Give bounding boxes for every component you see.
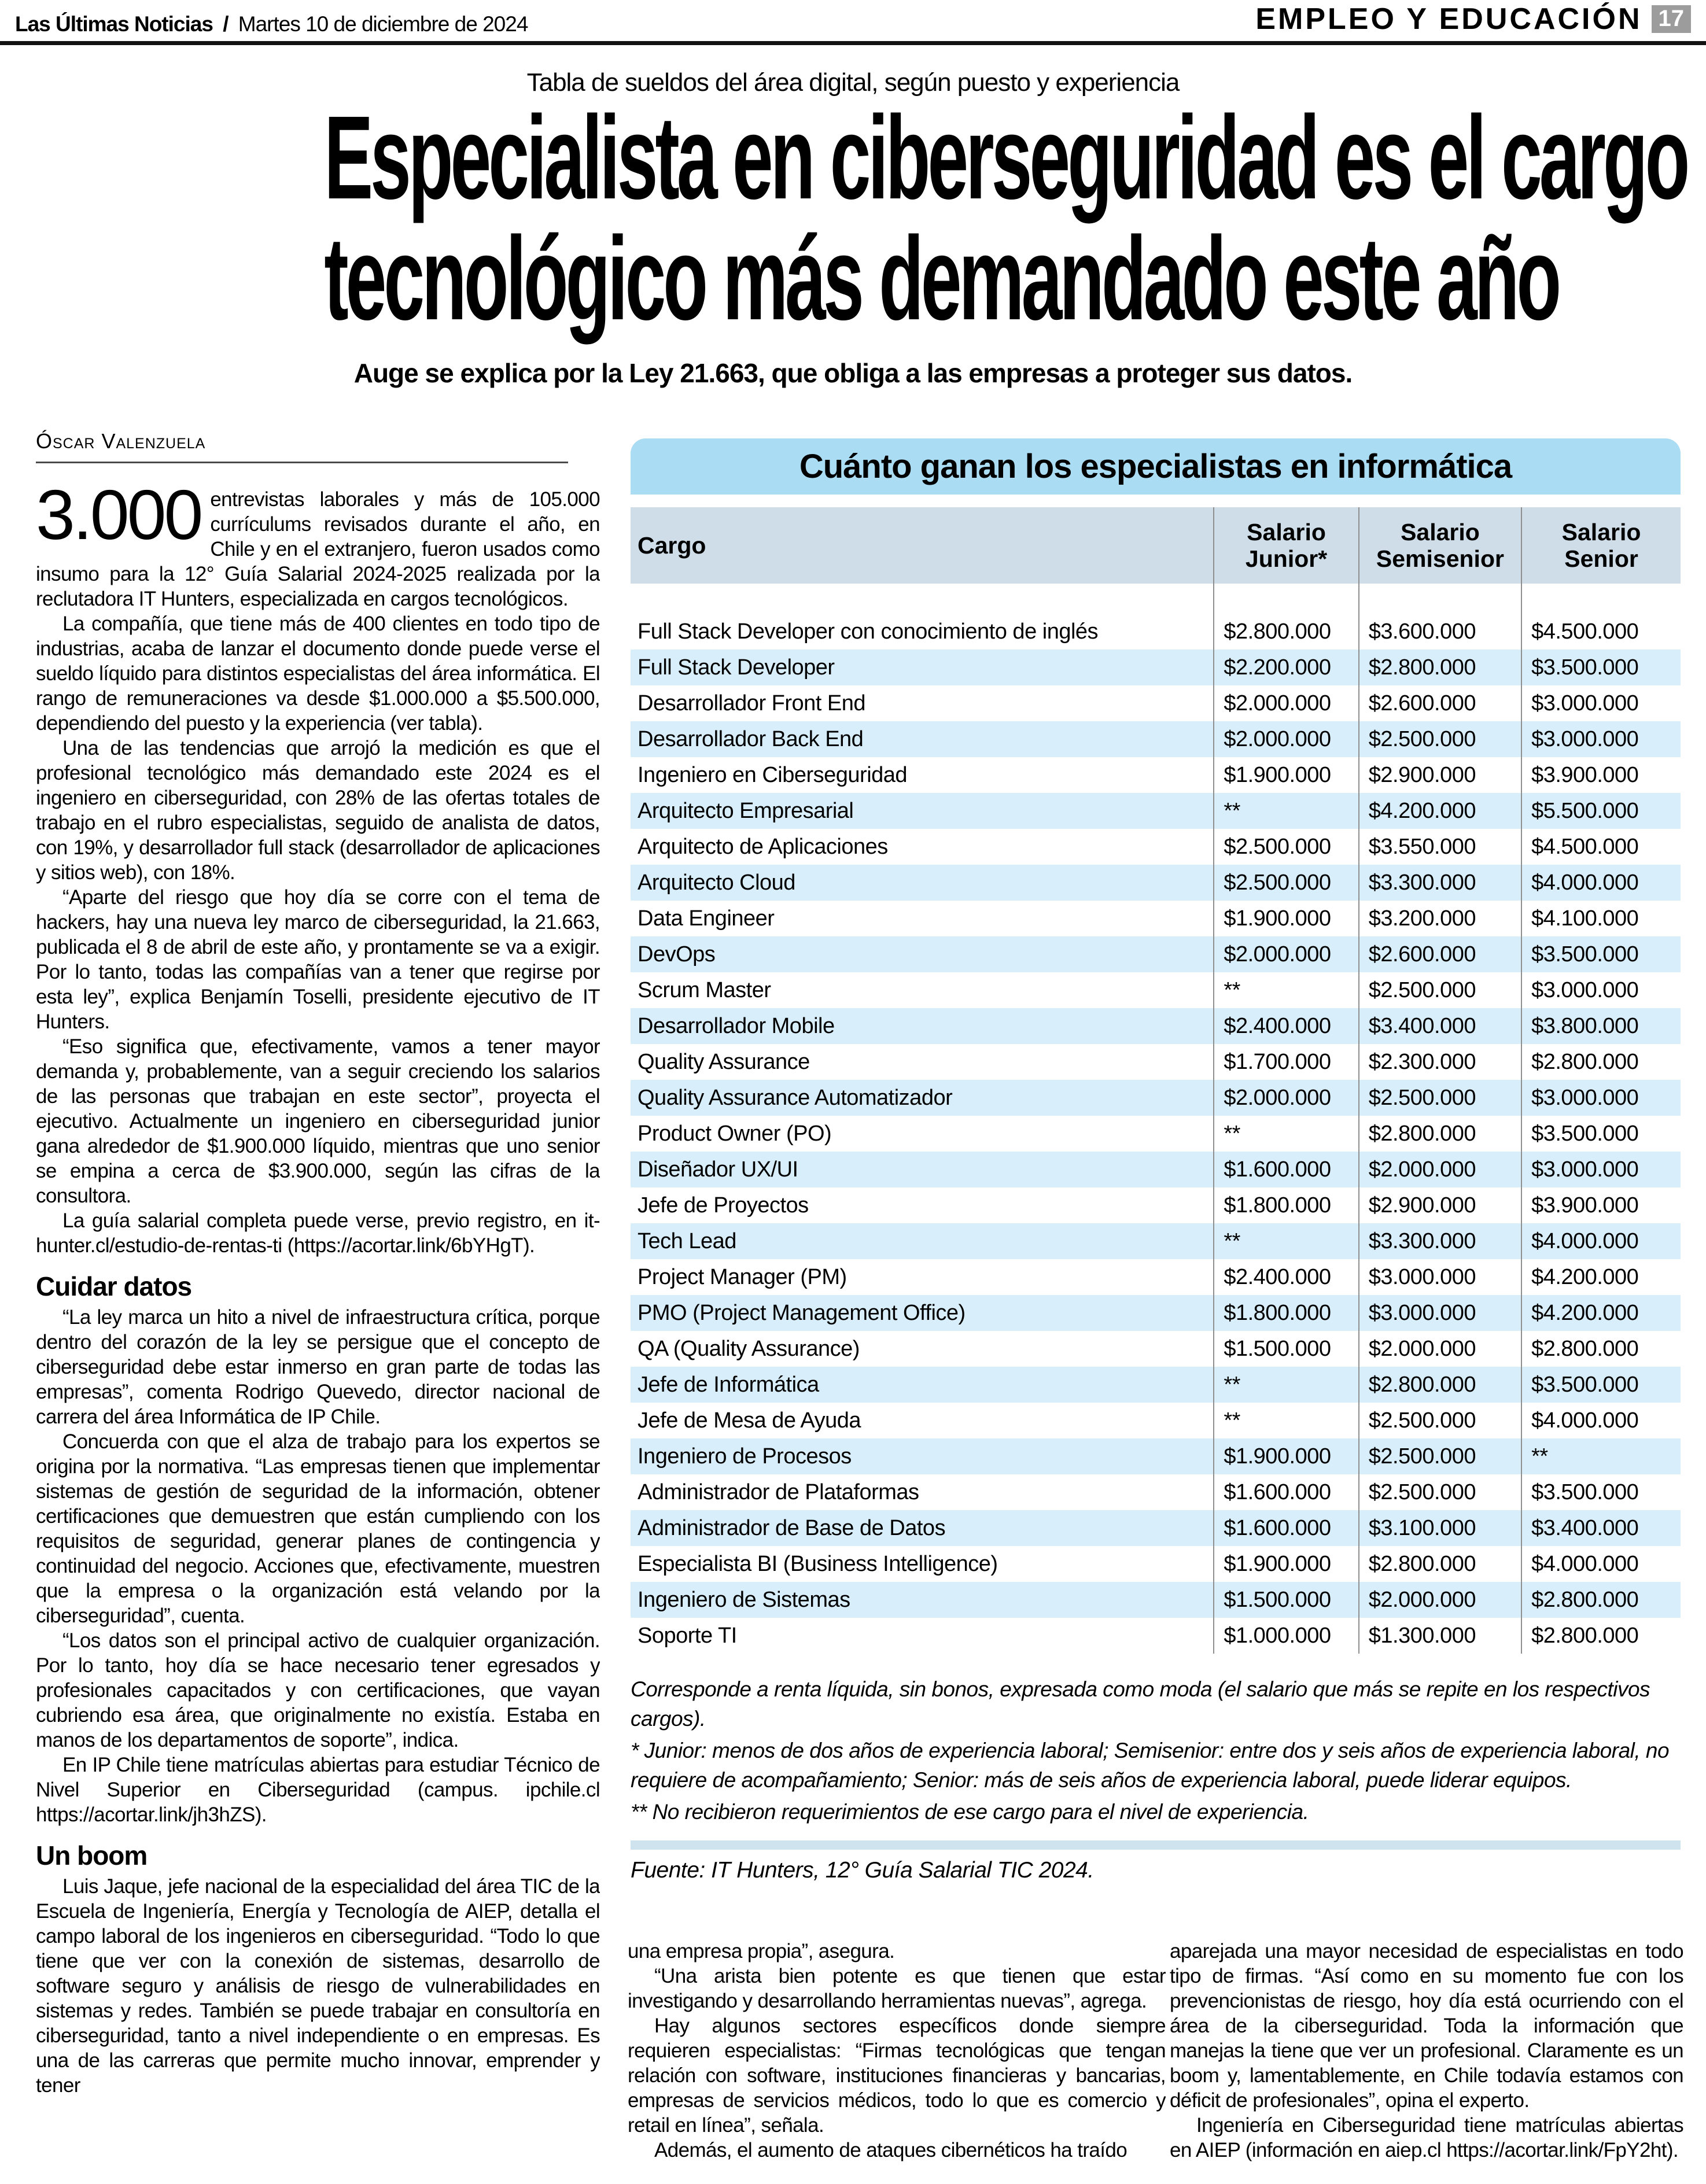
cell-salario-junior: ** — [1213, 793, 1358, 829]
cell-cargo: Diseñador UX/UI — [638, 1157, 798, 1182]
paragraph-group-2 — [36, 1305, 600, 1827]
cell-salario-senior: $2.800.000 — [1521, 1582, 1681, 1618]
cell-salario-junior: $2.000.000 — [1213, 685, 1358, 721]
cell-salario-semisenior: $2.600.000 — [1358, 685, 1521, 721]
cell-salario-junior: $2.400.000 — [1213, 1259, 1358, 1295]
table-footnotes — [631, 1674, 1681, 1827]
cell-salario-senior: $3.500.000 — [1521, 1116, 1681, 1152]
masthead-date: Martes 10 de diciembre de 2024 — [238, 12, 528, 36]
cell-salario-senior: $3.000.000 — [1521, 972, 1681, 1008]
footnote: ** No recibieron requerimientos de ese cargo para el nivel de experiencia. — [631, 1800, 1309, 1824]
headline-line1: Especialista en ciberseguridad es el cargo — [324, 91, 1687, 224]
table-row — [631, 1582, 1681, 1618]
cell-cargo: QA (Quality Assurance) — [638, 1336, 860, 1361]
cell-cargo: Data Engineer — [638, 906, 775, 931]
cell-salario-junior: $1.900.000 — [1213, 1438, 1358, 1474]
headline — [0, 91, 1706, 345]
column-header-cargo: Cargo — [638, 532, 706, 559]
cell-salario-senior: $4.200.000 — [1521, 1259, 1681, 1295]
article-paragraph: Luis Jaque, jefe nacional de la especialidad del área TIC de la Escuela de Ingeniería, Energía y Tecnología de AIEP, detalla el campo laboral de los ingenieros en ciberseguridad. “Todo lo que tiene que ver con la conexión de sistemas, desarrollo de software seguro y análisis de riesgo de vulnerabilidades en sistemas y redes. También se puede trabajar en consultoría en ciberseguridad, tanto a nivel independiente o en empresas. Es una de las carreras que permite mucho innovar, emprender y tener — [36, 1875, 600, 2097]
cell-salario-semisenior: $3.100.000 — [1358, 1510, 1521, 1546]
cell-salario-semisenior: $2.500.000 — [1358, 1403, 1521, 1438]
subhead-cuidar-datos: Cuidar datos — [36, 1271, 192, 1301]
cell-salario-semisenior: $2.900.000 — [1358, 1187, 1521, 1223]
table-row — [631, 1438, 1681, 1474]
lead-text: entrevistas laborales y más de 105.000 currículums revisados durante el año, en Chile y en el extranjero, fueron usados como insumo para la 12° Guía Salarial 2024-2025 realizada por la reclutadora IT Hunters, especializada en cargos tecnológicos. — [36, 488, 600, 610]
cell-salario-semisenior: $3.300.000 — [1358, 1223, 1521, 1259]
cell-cargo: Ingeniero de Sistemas — [638, 1587, 850, 1612]
cell-salario-senior: $3.500.000 — [1521, 1474, 1681, 1510]
cell-cargo: Scrum Master — [638, 977, 771, 1002]
cell-cargo: Administrador de Plataformas — [638, 1480, 919, 1504]
cell-salario-senior: $4.500.000 — [1521, 829, 1681, 865]
article-paragraph: En IP Chile tiene matrículas abiertas para estudiar Técnico de Nivel Superior en Ciberseguridad (campus. ipchile.cl https://acortar.link/jh3hZS). — [36, 1754, 600, 1826]
table-row — [631, 1510, 1681, 1546]
article-paragraph: “Los datos son el principal activo de cualquier organización. Por lo tanto, hoy día se hace necesario tener egresados y profesionales capacitados y con certificaciones, que vayan cubriendo esa área, que originalmente no existía. Estaba en manos de los departamentos de soporte”, indica. — [36, 1629, 600, 1751]
cell-cargo: Ingeniero de Procesos — [638, 1444, 852, 1469]
cell-salario-senior: $3.400.000 — [1521, 1510, 1681, 1546]
article-paragraph: Hay algunos sectores específicos donde siempre requieren especialistas: “Firmas tecnológicas que tengan relación con software, instituciones financieras y bancarias, empresas de servicios médicos, todo lo que es comercio y retail en línea”, señala. — [628, 2015, 1166, 2137]
cell-salario-semisenior: $2.600.000 — [1358, 936, 1521, 972]
table-row — [631, 1223, 1681, 1259]
cell-salario-junior: $2.500.000 — [1213, 829, 1358, 865]
cell-salario-senior: $3.000.000 — [1521, 1080, 1681, 1116]
column-header-senior: Salario Senior — [1521, 507, 1681, 584]
article-paragraph: aparejada una mayor necesidad de especialistas en todo tipo de firmas. “Así como en su momento fue con los prevencionistas de riesgo, hoy día está ocurriendo con el área de la ciberseguridad. Toda la información que manejas la tiene que ver un profesional. Claramente es un boom y, lamentablemente, en Chile todavía estamos con déficit de profesionales”, opina el experto. — [1170, 1940, 1683, 2112]
cell-salario-semisenior: $1.300.000 — [1358, 1618, 1521, 1654]
cell-cargo: PMO (Project Management Office) — [638, 1300, 966, 1325]
cell-salario-semisenior: $2.500.000 — [1358, 1080, 1521, 1116]
cell-salario-junior: ** — [1213, 1403, 1358, 1438]
cell-cargo: Quality Assurance Automatizador — [638, 1085, 953, 1110]
cell-salario-senior: $3.500.000 — [1521, 1367, 1681, 1403]
lead-number: 3.000 — [36, 487, 201, 554]
byline-author: Óscar Valenzuela — [36, 429, 206, 453]
cell-salario-semisenior: $3.600.000 — [1358, 614, 1521, 650]
article-paragraph: una empresa propia”, asegura. — [628, 1940, 895, 1962]
cell-cargo: Jefe de Mesa de Ayuda — [638, 1408, 861, 1433]
cell-salario-junior: $2.000.000 — [1213, 1080, 1358, 1116]
cell-salario-junior: $1.700.000 — [1213, 1044, 1358, 1080]
cell-cargo: Full Stack Developer — [638, 655, 835, 680]
cell-cargo: Product Owner (PO) — [638, 1121, 832, 1146]
table-row — [631, 1618, 1681, 1654]
cell-salario-junior: $1.500.000 — [1213, 1331, 1358, 1367]
cell-salario-semisenior: $3.000.000 — [1358, 1259, 1521, 1295]
cell-salario-semisenior: $2.900.000 — [1358, 757, 1521, 793]
cell-salario-senior: $3.000.000 — [1521, 1152, 1681, 1187]
table-row — [631, 1116, 1681, 1152]
article-paragraph: Concuerda con que el alza de trabajo para los expertos se origina por la normativa. “Las empresas tienen que implementar sistemas de gestión de seguridad de la información, obtener certificaciones que demuestren que están cumpliendo con los requisitos de seguridad, generar planes de contingencia y continuidad del negocio. Acciones que, efectivamente, muestren que la empresa o la organización está velando por la ciberseguridad”, cuenta. — [36, 1430, 600, 1627]
cell-cargo: Desarrollador Front End — [638, 691, 866, 715]
cell-salario-semisenior: $3.200.000 — [1358, 901, 1521, 936]
masthead-section — [1255, 2, 1691, 36]
paragraph-group-3 — [36, 1874, 600, 2098]
cell-salario-semisenior: $3.400.000 — [1358, 1008, 1521, 1044]
cell-salario-senior: $4.000.000 — [1521, 1223, 1681, 1259]
cell-cargo: Soporte TI — [638, 1623, 737, 1648]
cell-salario-semisenior: $2.800.000 — [1358, 1367, 1521, 1403]
table-spacer-row — [631, 584, 1681, 614]
cell-salario-junior: $1.000.000 — [1213, 1618, 1358, 1654]
section-title: EMPLEO Y EDUCACIÓN — [1255, 2, 1642, 36]
table-header-row — [631, 507, 1681, 584]
cell-cargo: Arquitecto Empresarial — [638, 798, 854, 823]
cell-salario-senior: $3.000.000 — [1521, 721, 1681, 757]
table-row — [631, 1008, 1681, 1044]
cell-cargo: DevOps — [638, 942, 716, 966]
cell-cargo: Administrador de Base de Datos — [638, 1515, 946, 1540]
cell-salario-junior: ** — [1213, 1116, 1358, 1152]
cell-salario-senior: $3.800.000 — [1521, 1008, 1681, 1044]
table-row — [631, 757, 1681, 793]
cell-cargo: Especialista BI (Business Intelligence) — [638, 1551, 998, 1576]
masthead-separator: / — [223, 12, 229, 36]
cell-salario-semisenior: $2.500.000 — [1358, 1438, 1521, 1474]
cell-salario-junior: $2.200.000 — [1213, 650, 1358, 685]
cell-salario-senior: $4.100.000 — [1521, 901, 1681, 936]
salary-infobox — [631, 438, 1681, 1883]
cell-cargo: Project Manager (PM) — [638, 1264, 847, 1289]
masthead — [0, 0, 1706, 45]
cell-salario-junior: $1.600.000 — [1213, 1510, 1358, 1546]
table-row — [631, 1187, 1681, 1223]
table-row — [631, 865, 1681, 901]
table-row — [631, 901, 1681, 936]
cell-salario-junior: $2.000.000 — [1213, 936, 1358, 972]
paragraph-group-1 — [36, 611, 600, 1258]
cell-salario-semisenior: $3.000.000 — [1358, 1295, 1521, 1331]
cell-salario-semisenior: $2.500.000 — [1358, 1474, 1521, 1510]
lead-paragraph — [36, 487, 600, 611]
cell-salario-semisenior: $3.300.000 — [1358, 865, 1521, 901]
article-paragraph: Una de las tendencias que arrojó la medición es que el profesional tecnológico más demandado este 2024 es el ingeniero en ciberseguridad, con 28% de las ofertas totales de trabajo en el rubro especialistas, seguido de analista de datos, con 19%, y desarrollador full stack (desarrollador de aplicaciones y sitios web), con 18%. — [36, 737, 600, 884]
cell-cargo: Arquitecto de Aplicaciones — [638, 834, 888, 859]
cell-salario-semisenior: $4.200.000 — [1358, 793, 1521, 829]
cell-salario-semisenior: $2.800.000 — [1358, 1116, 1521, 1152]
cell-cargo: Desarrollador Mobile — [638, 1013, 835, 1038]
cell-cargo: Desarrollador Back End — [638, 726, 864, 751]
cell-cargo: Tech Lead — [638, 1228, 736, 1253]
column-header-junior: Salario Junior* — [1213, 507, 1358, 584]
cell-salario-semisenior: $2.000.000 — [1358, 1331, 1521, 1367]
cell-salario-semisenior: $2.800.000 — [1358, 650, 1521, 685]
table-row — [631, 685, 1681, 721]
cell-salario-semisenior: $2.500.000 — [1358, 972, 1521, 1008]
cell-cargo: Full Stack Developer con conocimiento de inglés — [638, 619, 1099, 644]
table-row — [631, 650, 1681, 685]
table-row — [631, 1295, 1681, 1331]
salary-table — [631, 507, 1681, 1654]
cell-salario-senior: $3.500.000 — [1521, 936, 1681, 972]
cell-salario-senior: $3.900.000 — [1521, 1187, 1681, 1223]
cell-salario-senior: ** — [1521, 1438, 1681, 1474]
cell-salario-junior: ** — [1213, 1367, 1358, 1403]
table-row — [631, 972, 1681, 1008]
article-paragraph: “La ley marca un hito a nivel de infraestructura crítica, porque dentro del corazón de la ley se persigue que el concepto de ciberseguridad debe estar inmerso en gran parte de todas las empresas”, comenta Rodrigo Quevedo, director nacional de carrera del área Informática de IP Chile. — [36, 1306, 600, 1428]
cell-salario-junior: $1.900.000 — [1213, 1546, 1358, 1582]
cell-salario-semisenior: $2.300.000 — [1358, 1044, 1521, 1080]
article-paragraph: La guía salarial completa puede verse, previo registro, en it-hunter.cl/estudio-de-rentas-ti (https://acortar.link/6bYHgT). — [36, 1209, 600, 1257]
masthead-brand-date — [15, 12, 528, 36]
cell-salario-senior: $5.500.000 — [1521, 793, 1681, 829]
cell-salario-senior: $4.500.000 — [1521, 614, 1681, 650]
article-column-left — [36, 487, 600, 2184]
cell-salario-senior: $4.200.000 — [1521, 1295, 1681, 1331]
article-paragraph: “Aparte del riesgo que hoy día se corre con el tema de hackers, hay una nueva ley marco de ciberseguridad, la 21.663, publicada el 8 de abril de este año, y prontamente se va a exigir. Por lo tanto, todas las compañías van a tener que regirse por esta ley”, explica Benjamín Toselli, presidente ejecutivo de IT Hunters. — [36, 886, 600, 1033]
source-divider-bar — [631, 1840, 1681, 1850]
article-paragraph: “Una arista bien potente es que tienen que estar investigando y desarrollando herramientas nuevas”, agrega. — [628, 1965, 1166, 2012]
cell-salario-junior: $1.800.000 — [1213, 1187, 1358, 1223]
cell-salario-semisenior: $2.000.000 — [1358, 1582, 1521, 1618]
infobox-title: Cuánto ganan los especialistas en informática — [631, 438, 1681, 495]
cell-salario-junior: $2.000.000 — [1213, 721, 1358, 757]
byline — [36, 429, 568, 463]
article-column-right — [1170, 1939, 1683, 2184]
cell-salario-junior: $2.400.000 — [1213, 1008, 1358, 1044]
cell-cargo: Quality Assurance — [638, 1049, 810, 1074]
cell-salario-semisenior: $2.800.000 — [1358, 1546, 1521, 1582]
cell-cargo: Jefe de Proyectos — [638, 1193, 809, 1218]
cell-salario-semisenior: $2.000.000 — [1358, 1152, 1521, 1187]
cell-cargo: Arquitecto Cloud — [638, 870, 795, 895]
article-paragraph: Además, el aumento de ataques cibernéticos ha traído — [654, 2139, 1127, 2161]
table-row — [631, 614, 1681, 650]
table-row — [631, 1546, 1681, 1582]
table-row — [631, 721, 1681, 757]
cell-salario-senior: $3.900.000 — [1521, 757, 1681, 793]
subhead-un-boom: Un boom — [36, 1840, 148, 1871]
cell-salario-senior: $2.800.000 — [1521, 1618, 1681, 1654]
cell-salario-junior: $1.600.000 — [1213, 1474, 1358, 1510]
cell-salario-senior: $2.800.000 — [1521, 1331, 1681, 1367]
kicker: Tabla de sueldos del área digital, según puesto y experiencia — [526, 68, 1180, 97]
cell-salario-junior: $1.600.000 — [1213, 1152, 1358, 1187]
cell-salario-senior: $4.000.000 — [1521, 865, 1681, 901]
table-row — [631, 829, 1681, 865]
headline-line2: tecnológico más demandado este año — [324, 212, 1559, 345]
cell-salario-senior: $3.000.000 — [1521, 685, 1681, 721]
newspaper-brand: Las Últimas Noticias — [15, 12, 213, 36]
page-number-badge: 17 — [1652, 5, 1692, 33]
cell-salario-junior: $2.500.000 — [1213, 865, 1358, 901]
column-header-semisenior: Salario Semisenior — [1358, 507, 1521, 584]
cell-salario-junior: $1.900.000 — [1213, 901, 1358, 936]
cell-salario-junior: ** — [1213, 1223, 1358, 1259]
cell-salario-semisenior: $2.500.000 — [1358, 721, 1521, 757]
table-body — [631, 614, 1681, 1654]
cell-cargo: Jefe de Informática — [638, 1372, 819, 1397]
footnote: * Junior: menos de dos años de experiencia laboral; Semisenior: entre dos y seis años de experiencia laboral, no requiere de acompañamiento; Senior: más de seis años de experiencia laboral, puede liderar equipos. — [631, 1739, 1670, 1792]
table-row — [631, 936, 1681, 972]
cell-salario-semisenior: $3.550.000 — [1358, 829, 1521, 865]
footnote: Corresponde a renta líquida, sin bonos, expresada como moda (el salario que más se repite en los respectivos cargos). — [631, 1677, 1650, 1731]
deck: Auge se explica por la Ley 21.663, que obliga a las empresas a proteger sus datos. — [353, 358, 1353, 388]
cell-salario-junior: ** — [1213, 972, 1358, 1008]
cell-salario-junior: $2.800.000 — [1213, 614, 1358, 650]
cell-salario-junior: $1.800.000 — [1213, 1295, 1358, 1331]
article-paragraph: Ingeniería en Ciberseguridad tiene matrículas abiertas en AIEP (información en aiep.cl https://acortar.link/FpY2ht). — [1170, 2114, 1683, 2161]
table-row — [631, 1080, 1681, 1116]
table-row — [631, 793, 1681, 829]
article-column-middle — [628, 1939, 1166, 2184]
cell-salario-senior: $3.500.000 — [1521, 650, 1681, 685]
table-row — [631, 1331, 1681, 1367]
source-line: Fuente: IT Hunters, 12° Guía Salarial TIC 2024. — [631, 1858, 1094, 1883]
cell-salario-senior: $4.000.000 — [1521, 1546, 1681, 1582]
cell-salario-junior: $1.900.000 — [1213, 757, 1358, 793]
table-row — [631, 1259, 1681, 1295]
table-row — [631, 1152, 1681, 1187]
cell-cargo: Ingeniero en Ciberseguridad — [638, 762, 908, 787]
cell-salario-junior: $1.500.000 — [1213, 1582, 1358, 1618]
cell-salario-senior: $4.000.000 — [1521, 1403, 1681, 1438]
table-row — [631, 1044, 1681, 1080]
article-paragraph: “Eso significa que, efectivamente, vamos a tener mayor demanda y, probablemente, van a seguir creciendo los salarios de las personas que trabajan en este sector”, proyecta el ejecutivo. Actualmente un ingeniero en ciberseguridad junior gana alrededor de $1.900.000 líquido, mientras que uno senior se empina a cerca de $3.900.000, según las cifras de la consultora. — [36, 1035, 600, 1207]
table-row — [631, 1474, 1681, 1510]
table-row — [631, 1403, 1681, 1438]
table-row — [631, 1367, 1681, 1403]
cell-salario-senior: $2.800.000 — [1521, 1044, 1681, 1080]
article-paragraph: La compañía, que tiene más de 400 clientes en todo tipo de industrias, acaba de lanzar el documento donde puede verse el sueldo líquido para distintos especialistas del área informática. El rango de remuneraciones va desde $1.000.000 a $5.500.000, dependiendo del puesto y la experiencia (ver tabla). — [36, 613, 600, 735]
